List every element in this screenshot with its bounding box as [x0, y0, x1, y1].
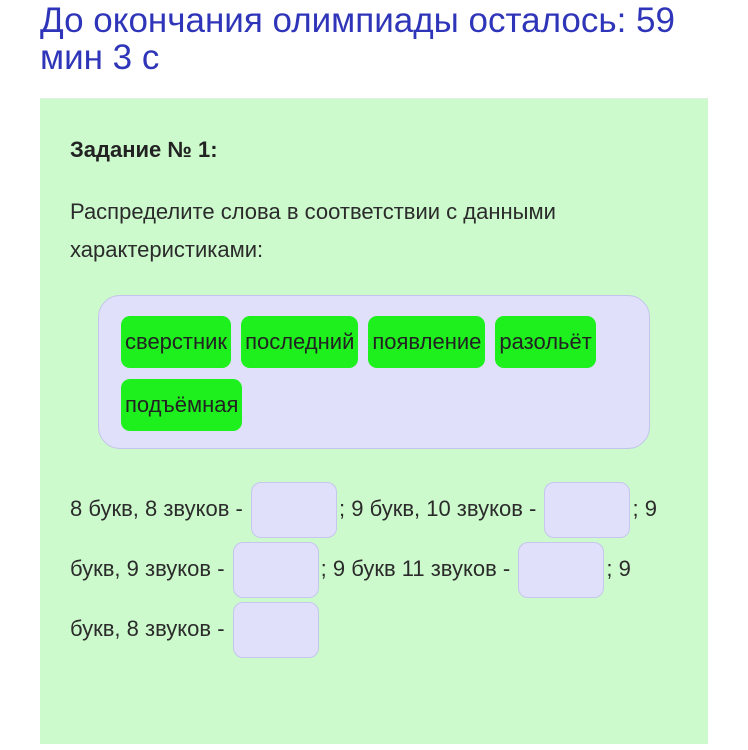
answer-label-2: ; 9 букв, 10 звуков - — [339, 496, 537, 521]
drop-zone-3[interactable] — [233, 542, 319, 598]
answer-label-3: ; 9 букв, 9 звуков - — [70, 496, 657, 581]
answer-label-1: 8 букв, 8 звуков - — [70, 496, 243, 521]
olympiad-timer: До окончания олимпиады осталось: 59 мин 3 с — [40, 1, 675, 77]
word-chip-poyavlenie[interactable]: появление — [368, 316, 485, 368]
answer-label-4: ; 9 букв 11 звуков - — [320, 556, 511, 581]
task-card — [40, 98, 708, 744]
word-chip-sverstnik[interactable]: сверстник — [121, 316, 231, 368]
drop-zone-2[interactable] — [544, 482, 630, 538]
drop-zone-4[interactable] — [518, 542, 604, 598]
answer-sentence — [70, 479, 680, 659]
word-chip-posledniy[interactable]: последний — [241, 316, 358, 368]
word-chip-podyomnaya[interactable]: подъёмная — [121, 379, 242, 431]
answer-label-5: ; 9 букв, 8 звуков - — [70, 556, 631, 641]
task-instruction: Распределите слова в соответствии с данными характеристиками: — [70, 199, 556, 262]
task-title: Задание № 1: — [70, 137, 218, 162]
drop-zone-1[interactable] — [251, 482, 337, 538]
word-chip-razolyot[interactable]: разольёт — [495, 316, 595, 368]
word-bank — [98, 295, 650, 449]
drop-zone-5[interactable] — [233, 602, 319, 658]
